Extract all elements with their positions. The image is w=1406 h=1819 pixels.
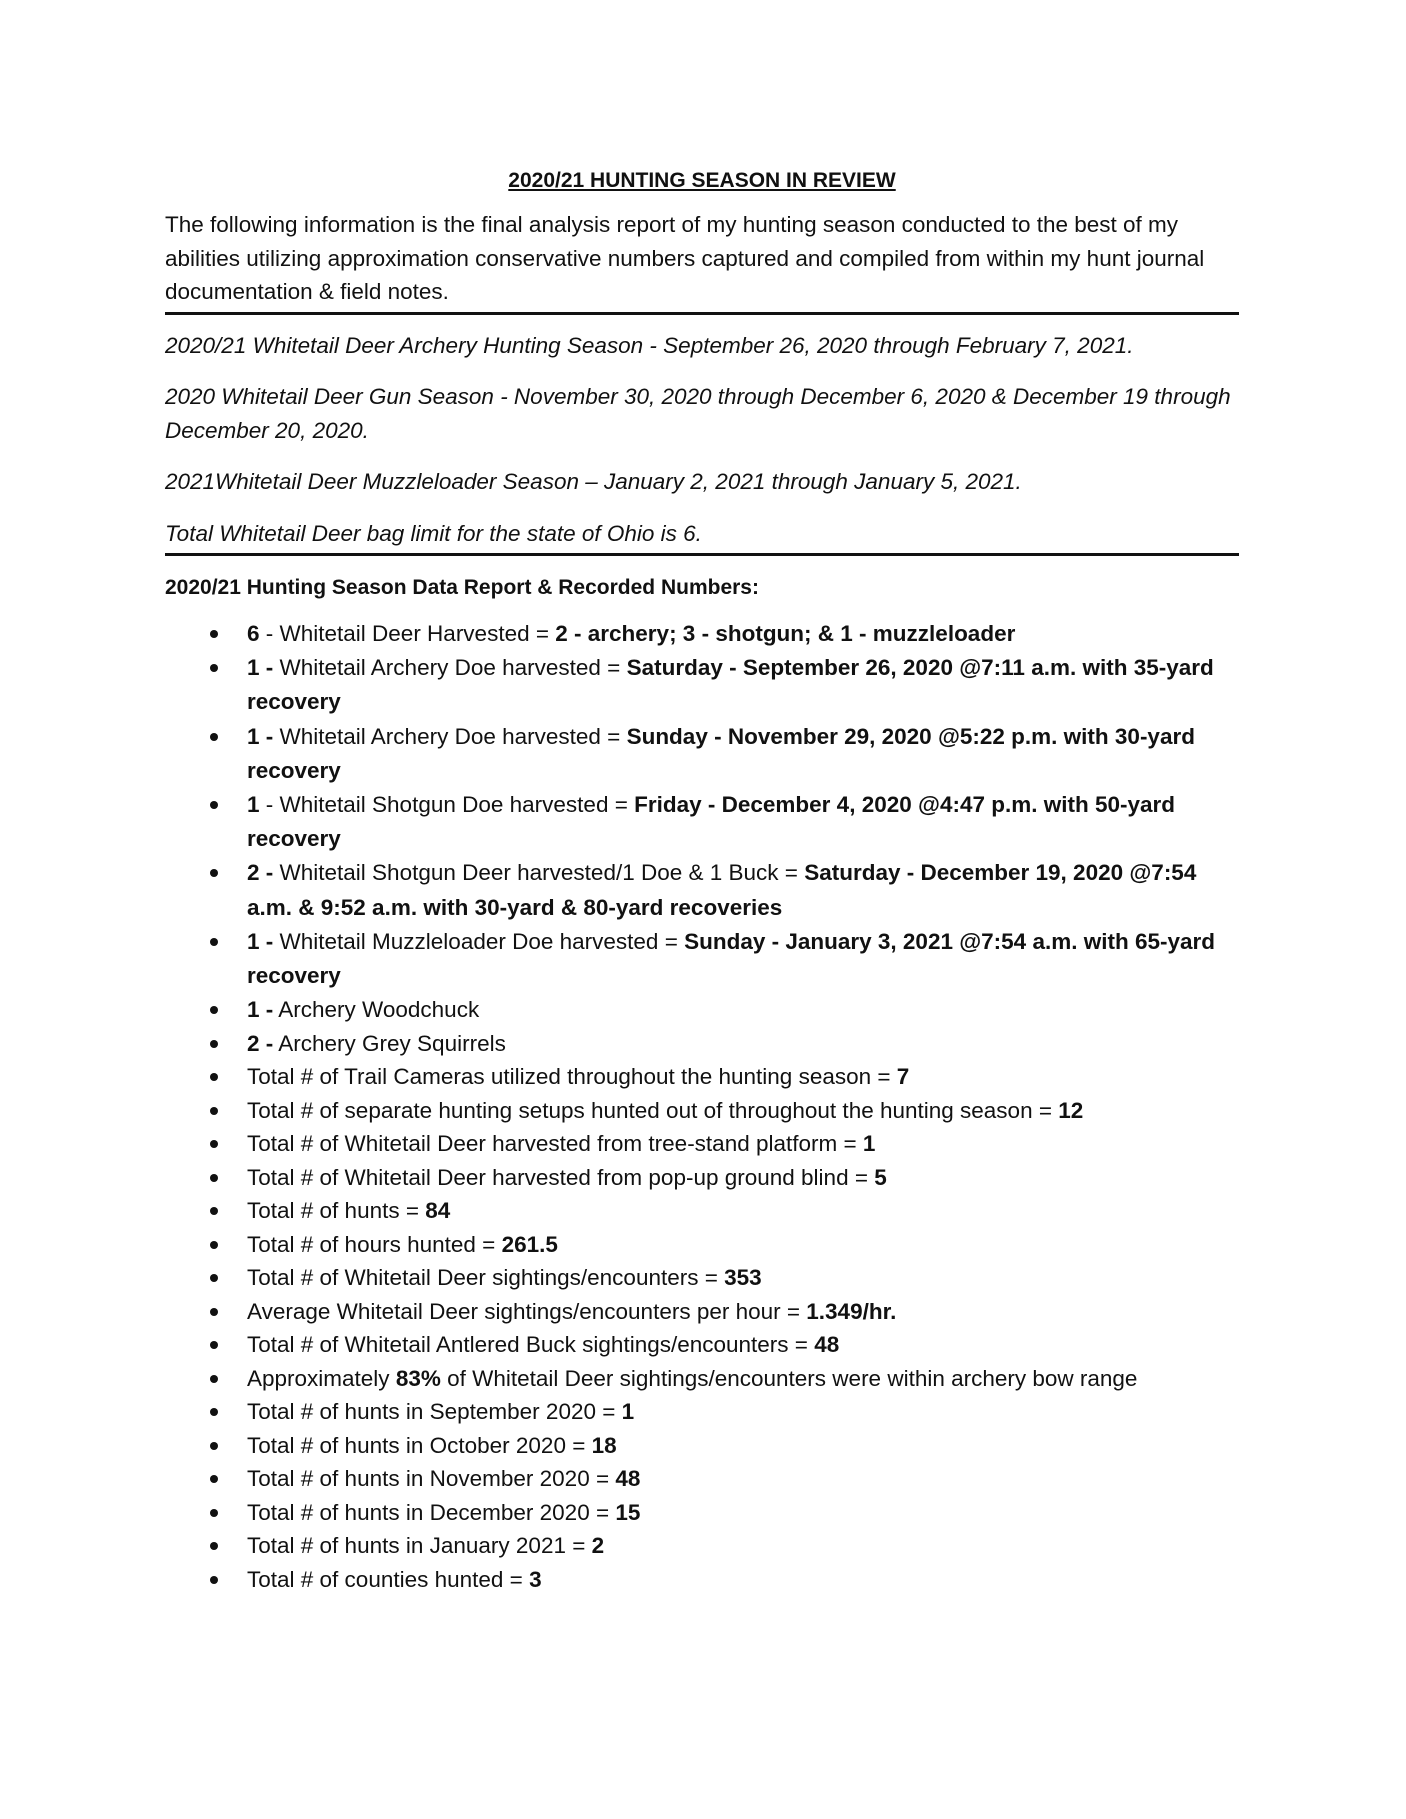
list-item	[165, 1563, 1239, 1597]
list-item-value: 5	[874, 1164, 887, 1190]
list-item-value: 1 -	[247, 997, 274, 1023]
list-item-value: 1 -	[247, 655, 274, 681]
list-item-value: 84	[425, 1198, 451, 1224]
gun-season-dates: 2020 Whitetail Deer Gun Season - November 30, 2020 through December 6, 2020 & December 19 through December 20, 2020.	[165, 384, 1231, 443]
list-item-value: 2 -	[247, 1030, 274, 1056]
list-item-value: Sunday - January 3, 2021 @7:54 a.m. with 65-yard recovery	[247, 928, 1216, 989]
list-item-value: 353	[724, 1265, 762, 1291]
list-item-text: Total # of hunts =	[247, 1198, 426, 1224]
list-item-text: - Whitetail Shotgun Doe harvested =	[259, 792, 635, 818]
list-item-text: Total # of hunts in December 2020 =	[247, 1499, 616, 1525]
bullet-icon	[210, 1375, 218, 1383]
list-item-text: Total # of hunts in November 2020 =	[247, 1466, 616, 1492]
list-item	[165, 856, 1239, 924]
list-item-text: Total # of Whitetail Deer harvested from pop-up ground blind =	[247, 1164, 875, 1190]
list-item	[165, 1328, 1239, 1362]
document-title: 2020/21 HUNTING SEASON IN REVIEW	[508, 169, 896, 192]
list-item-text: Total # of Whitetail Antlered Buck sightings/encounters =	[247, 1332, 815, 1358]
bullet-icon	[210, 664, 218, 672]
list-item-text: Whitetail Muzzleloader Doe harvested =	[273, 928, 685, 954]
list-item-value: 7	[896, 1064, 910, 1090]
bullet-icon	[210, 1040, 218, 1048]
bag-limit-note: Total Whitetail Deer bag limit for the state of Ohio is 6.	[165, 520, 702, 546]
list-item-text: Approximately	[247, 1365, 396, 1391]
list-item	[165, 1429, 1239, 1463]
list-item-text: Total # of hunts in September 2020 =	[247, 1399, 622, 1425]
season-dates	[165, 315, 1239, 554]
list-item	[165, 1094, 1239, 1128]
list-item-value: 2	[591, 1533, 605, 1559]
list-item	[165, 1295, 1239, 1329]
list-item-value: 1	[247, 792, 260, 818]
bullet-icon	[210, 1542, 218, 1550]
list-item	[165, 1395, 1239, 1429]
list-item	[165, 1060, 1239, 1094]
bullet-icon	[210, 1408, 218, 1416]
bullet-icon	[210, 630, 218, 638]
bullet-icon	[210, 1509, 218, 1517]
bullet-icon	[210, 1140, 218, 1148]
list-item-value: 3	[529, 1566, 542, 1592]
list-item-value: 1 -	[247, 928, 274, 954]
bullet-icon	[210, 1308, 218, 1316]
bullet-icon	[210, 1207, 218, 1215]
list-item-text: Total # of hunts in January 2021 =	[247, 1533, 592, 1559]
bullet-icon	[210, 1341, 218, 1349]
list-item-text: Total # of Whitetail Deer harvested from tree-stand platform =	[247, 1131, 863, 1157]
list-item	[165, 1261, 1239, 1295]
list-item	[165, 1462, 1239, 1496]
bullet-icon	[210, 938, 218, 946]
list-item	[165, 925, 1239, 993]
section-divider-bottom	[165, 553, 1239, 556]
list-item	[165, 1496, 1239, 1530]
list-item	[165, 720, 1239, 788]
list-item-text: Archery Woodchuck	[273, 997, 480, 1023]
bullet-icon	[210, 801, 218, 809]
list-item-value: 1	[621, 1399, 635, 1425]
bullet-icon	[210, 1475, 218, 1483]
bullet-icon	[210, 1274, 218, 1282]
bullet-icon	[210, 1073, 218, 1081]
bullet-icon	[210, 1241, 218, 1249]
data-report-heading: 2020/21 Hunting Season Data Report & Recorded Numbers:	[165, 576, 759, 599]
archery-season-dates: 2020/21 Whitetail Deer Archery Hunting Season - September 26, 2020 through February 7, 2021.	[165, 332, 1134, 358]
list-item-text: - Whitetail Deer Harvested =	[259, 621, 556, 646]
list-item-value: 48	[814, 1332, 840, 1358]
bullet-icon	[210, 1174, 218, 1182]
data-report-list	[165, 617, 1239, 1596]
list-item-text: Total # of Whitetail Deer sightings/encounters =	[247, 1265, 725, 1291]
list-item-value: 15	[615, 1499, 641, 1525]
list-item-value: 12	[1058, 1097, 1084, 1123]
list-item-value: 6	[247, 621, 260, 646]
list-item-text: Average Whitetail Deer sightings/encounters per hour =	[247, 1298, 807, 1324]
list-item-text: Whitetail Shotgun Deer harvested/1 Doe & 1 Buck =	[273, 860, 805, 886]
list-item-text: Archery Grey Squirrels	[273, 1030, 506, 1056]
list-item-value: Sunday - November 29, 2020 @5:22 p.m. with 30-yard recovery	[247, 723, 1195, 783]
bullet-icon	[210, 1006, 218, 1014]
bullet-icon	[210, 1576, 218, 1584]
list-item-value: 83%	[395, 1365, 441, 1391]
list-item	[165, 1161, 1239, 1195]
list-item-value: 1.349/hr.	[806, 1298, 897, 1324]
list-item-text: Total # of Trail Cameras utilized throughout the hunting season =	[247, 1064, 897, 1090]
list-item	[165, 1027, 1239, 1061]
list-item-value: Friday - December 4, 2020 @4:47 p.m. with 50-yard recovery	[247, 792, 1176, 852]
list-item	[165, 1194, 1239, 1228]
list-item-value: 18	[591, 1432, 617, 1458]
list-item-text: Total # of counties hunted =	[247, 1566, 530, 1592]
list-item-text: of Whitetail Deer sightings/encounters were within archery bow range	[440, 1365, 1138, 1391]
list-item-value: 1 -	[247, 723, 274, 749]
bullet-icon	[210, 869, 218, 877]
list-item-value: Saturday - December 19, 2020 @7:54 a.m. & 9:52 a.m. with 30-yard & 80-yard recoveries	[247, 860, 1197, 920]
list-item	[165, 617, 1239, 651]
list-item	[165, 788, 1239, 856]
list-item-value: 2 -	[247, 860, 274, 886]
list-item	[165, 1529, 1239, 1563]
list-item-text: Whitetail Archery Doe harvested =	[273, 655, 627, 681]
document-content	[165, 166, 1239, 1596]
list-item-value: Saturday - September 26, 2020 @7:11 a.m. with 35-yard recovery	[247, 655, 1214, 715]
list-item-text: Total # of separate hunting setups hunted out of throughout the hunting season =	[247, 1097, 1059, 1123]
bullet-icon	[210, 733, 218, 741]
list-item	[165, 1228, 1239, 1262]
list-item-text: Total # of hunts in October 2020 =	[247, 1432, 592, 1458]
list-item	[165, 1362, 1239, 1396]
list-item-value: 48	[615, 1466, 641, 1492]
list-item-value: 261.5	[501, 1231, 558, 1257]
list-item-text: Total # of hours hunted =	[247, 1231, 502, 1257]
list-item-value: 1	[862, 1131, 876, 1157]
list-item	[165, 651, 1239, 719]
muzzleloader-season-dates: 2021Whitetail Deer Muzzleloader Season – January 2, 2021 through January 5, 2021.	[165, 469, 1022, 494]
list-item	[165, 993, 1239, 1027]
bullet-icon	[210, 1442, 218, 1450]
list-item-text: Whitetail Archery Doe harvested =	[273, 723, 627, 749]
intro-paragraph: The following information is the final analysis report of my hunting season conducted to the best of my abilities utilizing approximation conservative numbers captured and compiled from within my hunt journal documentation & field notes.	[165, 212, 1205, 304]
list-item	[165, 1127, 1239, 1161]
bullet-icon	[210, 1107, 218, 1115]
list-item-value: 2 - archery; 3 - shotgun; & 1 - muzzleloader	[555, 621, 1016, 646]
